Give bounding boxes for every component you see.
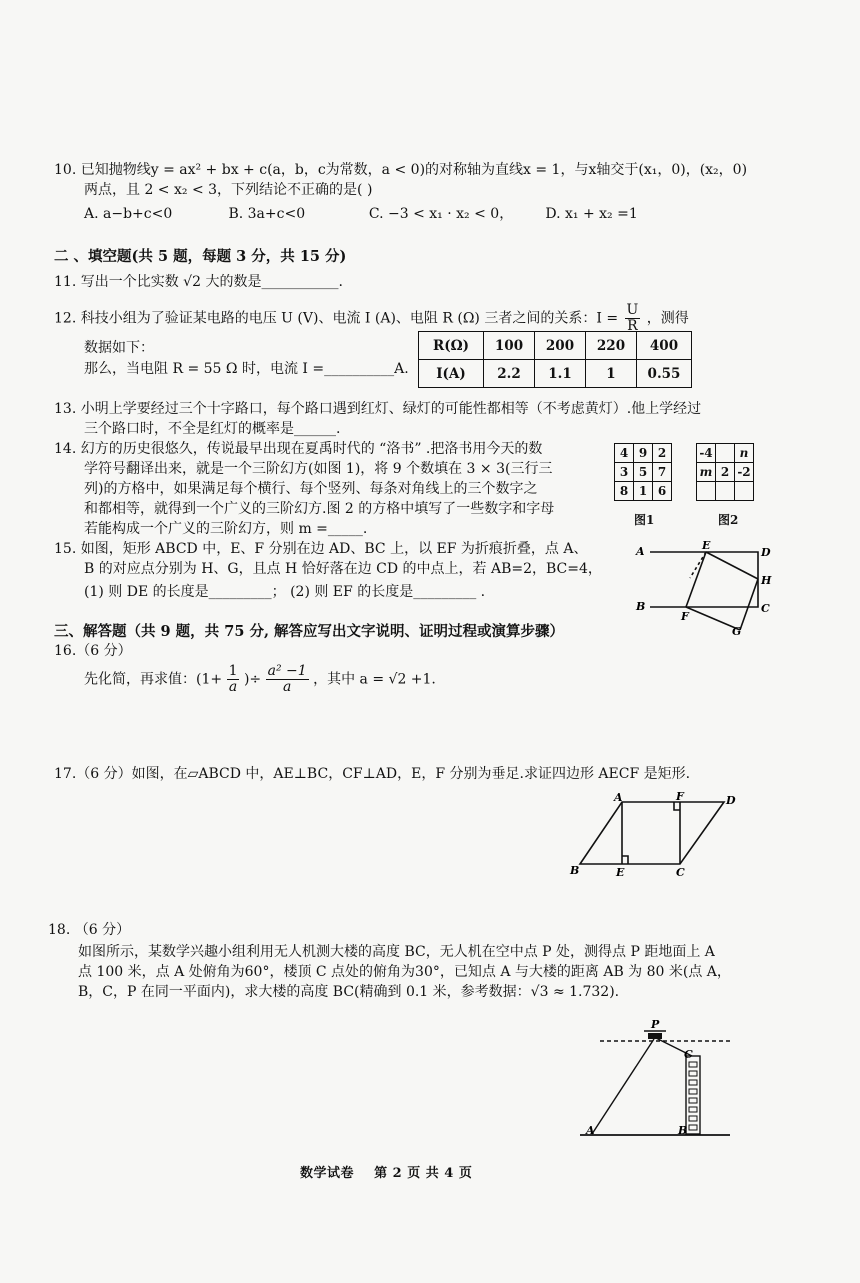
label-c: C <box>761 602 770 615</box>
q18-line1: 如图所示，某数学兴趣小组利用无人机测大楼的高度 BC，无人机在空中点 P 处，测得点 P 距地面上 A <box>78 944 715 960</box>
q17-text: 17.（6 分）如图，在▱ABCD 中，AE⊥BC，CF⊥AD，E，F 分别为垂足.求证四边形 AECF 是矩形. <box>54 766 691 782</box>
label-a: A <box>586 1124 595 1137</box>
q15-folding-figure <box>628 538 778 638</box>
q16-f1-den: a <box>228 679 238 695</box>
table-cell: 2.2 <box>484 360 535 388</box>
q18-line3: B，C，P 在同一平面内)，求大楼的高度 BC(精确到 0.1 米，参考数据：√3 ≈ 1.732). <box>78 984 620 1000</box>
building-bc <box>686 1056 700 1134</box>
page-footer: 数学试卷 第 2 页 共 4 页 <box>300 1166 473 1181</box>
q15-line2: B 的对应点分别为 H、G，且点 H 恰好落在边 CD 的中点上，若 AB=2，BC=4， <box>84 561 602 577</box>
rectangle-outline <box>650 552 758 607</box>
segment-hg <box>740 579 758 630</box>
q15-line1: 15. 如图，矩形 ABCD 中，E、F 分别在边 AD、BC 上，以 EF 为折痕折叠，点 A、 <box>54 541 588 557</box>
table-row <box>615 482 672 501</box>
q12-line1-text: 12. 科技小组为了验证某电路的电压 U (V)、电流 I (A)、电阻 R (Ω) 三者之间的关系：I = <box>54 310 619 327</box>
table-cell: 6 <box>653 482 672 501</box>
parallelogram-abcd <box>580 802 724 864</box>
label-g: G <box>732 625 742 638</box>
q16-number: 16.（6 分） <box>54 643 132 659</box>
q18-number: 18. （6 分） <box>48 922 131 938</box>
q10-option-d: D. x₁ + x₂ =1 <box>545 206 638 222</box>
table-row <box>697 463 754 482</box>
table-row <box>697 482 754 501</box>
q16-text-after: ，其中 a = √2 +1. <box>313 671 436 688</box>
table-cell <box>697 482 716 501</box>
table-row <box>697 444 754 463</box>
table-cell: 200 <box>535 332 586 360</box>
q14-line1: 14. 幻方的历史很悠久，传说最早出现在夏禹时代的 “洛书” .把洛书用今天的数 <box>54 441 543 457</box>
fig1-caption: 图1 <box>634 513 655 527</box>
table-cell: 1 <box>586 360 637 388</box>
label-c: C <box>684 1048 693 1061</box>
label-e: E <box>616 866 625 879</box>
label-h: H <box>761 574 772 587</box>
label-c: C <box>676 866 685 879</box>
table-cell <box>716 482 735 501</box>
q18-drone-figure <box>580 1016 740 1146</box>
table-cell: 4 <box>615 444 634 463</box>
table-cell: 1.1 <box>535 360 586 388</box>
q12-line2: 数据如下： <box>84 340 154 356</box>
label-b: B <box>678 1124 688 1137</box>
label-e: E <box>702 539 711 552</box>
table-cell: -2 <box>735 463 754 482</box>
q14-line3: 列)的方格中，如果满足每个横行、每个竖列、每条对角线上的三个数字之 <box>84 481 538 497</box>
q16-fraction-1 <box>227 664 240 695</box>
right-angle-f <box>674 802 680 810</box>
drone-icon <box>644 1031 666 1039</box>
label-a: A <box>614 791 623 804</box>
q14-line2: 学符号翻译出来，就是一个三阶幻方(如图 1)，将 9 个数填在 3 × 3(三行三 <box>84 461 553 477</box>
q10-option-a: A. a−b+c<0 <box>84 206 173 222</box>
q10-stem-line2: 两点，且 2 < x₂ < 3，下列结论不正确的是( ) <box>84 182 373 198</box>
table-cell: 1 <box>634 482 653 501</box>
q16-f2-den: a <box>282 679 292 695</box>
label-b: B <box>570 864 580 877</box>
table-cell: 2 <box>653 444 672 463</box>
q13-line2: 三个路口时，不全是红灯的概率是______. <box>84 421 341 437</box>
q11-text: 11. 写出一个比实数 √2 大的数是___________. <box>54 274 343 290</box>
sight-line-pa <box>592 1039 654 1134</box>
table-cell <box>716 444 735 463</box>
building-windows <box>689 1062 697 1130</box>
label-f: F <box>676 790 684 803</box>
q10-option-c: C. −3 < x₁ · x₂ < 0， <box>368 206 514 222</box>
q14-line5: 若能构成一个广义的三阶幻方，则 m =_____. <box>84 521 368 537</box>
q16-text-before: 先化简，再求值：(1+ <box>84 671 223 688</box>
section2-heading: 二 、填空题(共 5 题，每题 3 分，共 15 分) <box>54 248 347 265</box>
label-p: P <box>651 1018 660 1031</box>
q12-fraction <box>625 303 641 334</box>
table-cell: -4 <box>697 444 716 463</box>
q10-options <box>84 204 638 225</box>
table-cell: 9 <box>634 444 653 463</box>
table-cell: I(A) <box>419 360 484 388</box>
label-a: A <box>636 545 645 558</box>
q15-line3: (1) 则 DE 的长度是_________； (2) 则 EF 的长度是_________ . <box>84 584 486 600</box>
table-cell <box>735 482 754 501</box>
q16-expression <box>84 664 436 695</box>
table-cell: 3 <box>615 463 634 482</box>
q18-line2: 点 100 米，点 A 处俯角为60°，楼顶 C 点处的俯角为30°，已知点 A 与大楼的距离 AB 为 80 米(点 A， <box>78 964 731 980</box>
label-b: B <box>636 600 646 613</box>
q10-stem-line1: 10. 已知抛物线y = ax² + bx + c(a，b，c为常数，a < 0)的对称轴为直线x = 1，与x轴交于(x₁，0)，(x₂，0) <box>54 162 748 178</box>
table-cell: 400 <box>637 332 692 360</box>
q13-line1: 13. 小明上学要经过三个十字路口，每个路口遇到红灯、绿灯的可能性都相等（不考虑黄灯）.他上学经过 <box>54 401 702 417</box>
table-row <box>615 463 672 482</box>
table-cell: 100 <box>484 332 535 360</box>
label-d: D <box>761 546 771 559</box>
q12-line1 <box>54 303 689 334</box>
q12-data-table <box>418 331 692 388</box>
q16-text-mid: )÷ <box>243 671 262 688</box>
table-cell: 2 <box>716 463 735 482</box>
q17-parallelogram-figure <box>566 790 746 880</box>
q12-frac-num: U <box>626 302 639 318</box>
magic-square-fig2 <box>696 443 754 501</box>
table-cell: n <box>735 444 754 463</box>
table-cell: 7 <box>653 463 672 482</box>
table-row <box>615 444 672 463</box>
q14-line4: 和都相等，就得到一个广义的三阶幻方.图 2 的方格中填写了一些数字和字母 <box>84 501 555 517</box>
fold-line-ef <box>686 552 706 607</box>
table-cell: 5 <box>634 463 653 482</box>
table-row <box>419 332 692 360</box>
table-cell: R(Ω) <box>419 332 484 360</box>
right-angle-e <box>622 856 628 864</box>
q16-f2-num: a² −1 <box>267 663 307 679</box>
magic-square-fig1 <box>614 443 672 501</box>
table-cell: 0.55 <box>637 360 692 388</box>
table-cell: m <box>697 463 716 482</box>
table-row <box>419 360 692 388</box>
q16-fraction-2 <box>266 664 309 695</box>
fig2-caption: 图2 <box>718 513 739 527</box>
table-cell: 220 <box>586 332 637 360</box>
table-cell: 8 <box>615 482 634 501</box>
q12-frac-den: R <box>627 318 638 334</box>
q10-option-b: B. 3a+c<0 <box>228 206 306 222</box>
label-f: F <box>681 610 689 623</box>
segment-eh <box>706 552 758 579</box>
q12-line3: 那么，当电阻 R = 55 Ω 时，电流 I =__________A. <box>84 361 409 377</box>
section3-heading: 三、解答题（共 9 题，共 75 分, 解答应写出文字说明、证明过程或演算步骤） <box>54 623 565 640</box>
label-d: D <box>726 794 736 807</box>
q16-f1-num: 1 <box>228 663 238 679</box>
q12-line1-end: ，测得 <box>646 310 689 327</box>
